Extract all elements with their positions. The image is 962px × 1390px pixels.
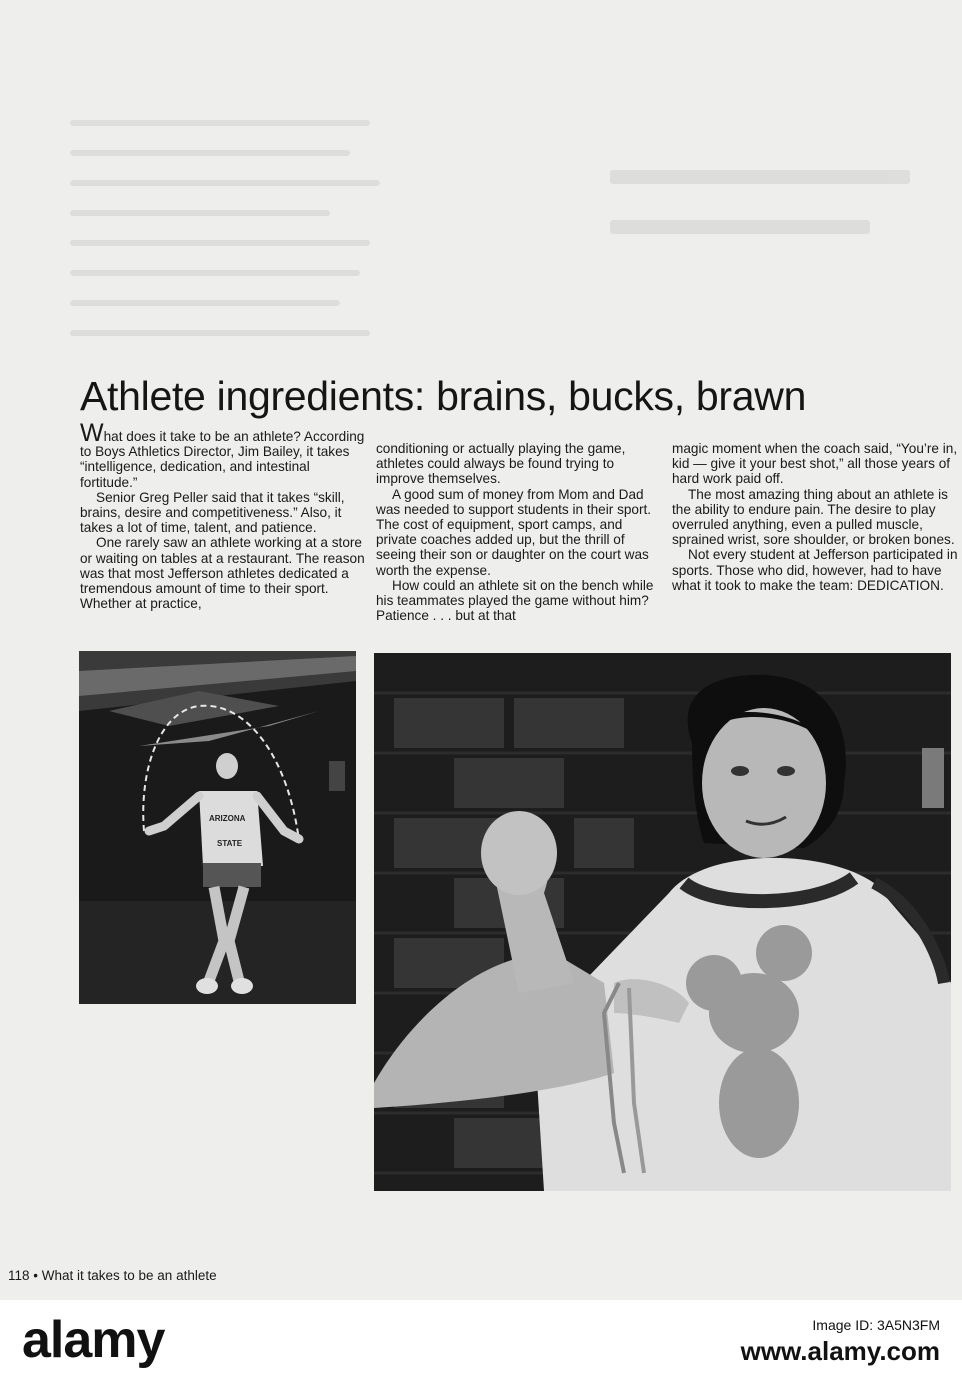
paragraph-text: hat does it take to be an athlete? According to Boys Athletics Director, Jim Bailey, it takes “intelligence, dedication, and intestinal fortitude.” <box>80 429 365 490</box>
bleed-through-text <box>70 110 930 360</box>
shirt-text-arizona: ARIZONA <box>209 814 246 823</box>
page-folio: 118 • What it takes to be an athlete <box>8 1268 217 1283</box>
stock-image-id <box>741 1316 940 1368</box>
stock-logo: alamy <box>22 1311 165 1369</box>
paragraph: One rarely saw an athlete working at a store or waiting on tables at a restaurant. The reason was that most Jefferson athletes dedicated a tremendous amount of time to their sport. Whether at practice, <box>80 535 365 612</box>
article-column-3 <box>672 441 962 593</box>
paragraph: Senior Greg Peller said that it takes “skill, brains, desire and competitiveness.” Also, it takes a lot of time, talent, and patience. <box>80 489 345 536</box>
shirt-text-state: STATE <box>217 839 243 848</box>
paragraph: Not every student at Jefferson participated in sports. Those who did, however, had to have what it took to make the team: DEDICATION. <box>672 547 958 593</box>
jump-rope-illustration <box>79 651 356 1004</box>
paragraph: How could an athlete sit on the bench while his teammates played the game without him? Patience . . . but at that <box>376 577 654 624</box>
paragraph <box>80 419 370 490</box>
flexing-student-photo <box>374 653 951 1191</box>
jump-rope-photo <box>79 651 356 1004</box>
headline: Athlete ingredients: brains, bucks, brawn <box>80 373 807 419</box>
paragraph: conditioning or actually playing the game, athletes could always be found trying to improve themselves. <box>376 441 626 487</box>
paragraph: magic moment when the coach said, “You’re in, kid — give it your best shot,” all those years of hard work paid off. <box>672 441 958 487</box>
paragraph: The most amazing thing about an athlete is the ability to endure pain. The desire to play overruled anything, even a pulled muscle, sprained wrist, sore shoulder, or broken bones. <box>672 486 955 548</box>
paragraph: A good sum of money from Mom and Dad was needed to support students in their sport. The cost of equipment, sport camps, and private coaches added up, but the thrill of seeing their son or daughter on the court was worth the expense. <box>376 486 652 578</box>
article-column-2 <box>376 441 666 623</box>
drop-cap: W <box>80 419 104 447</box>
stock-url: www.alamy.com <box>740 1336 940 1366</box>
article-column-1 <box>80 419 370 612</box>
flexing-student-illustration <box>374 653 951 1191</box>
image-id-label: Image ID: 3A5N3FM <box>812 1317 940 1333</box>
